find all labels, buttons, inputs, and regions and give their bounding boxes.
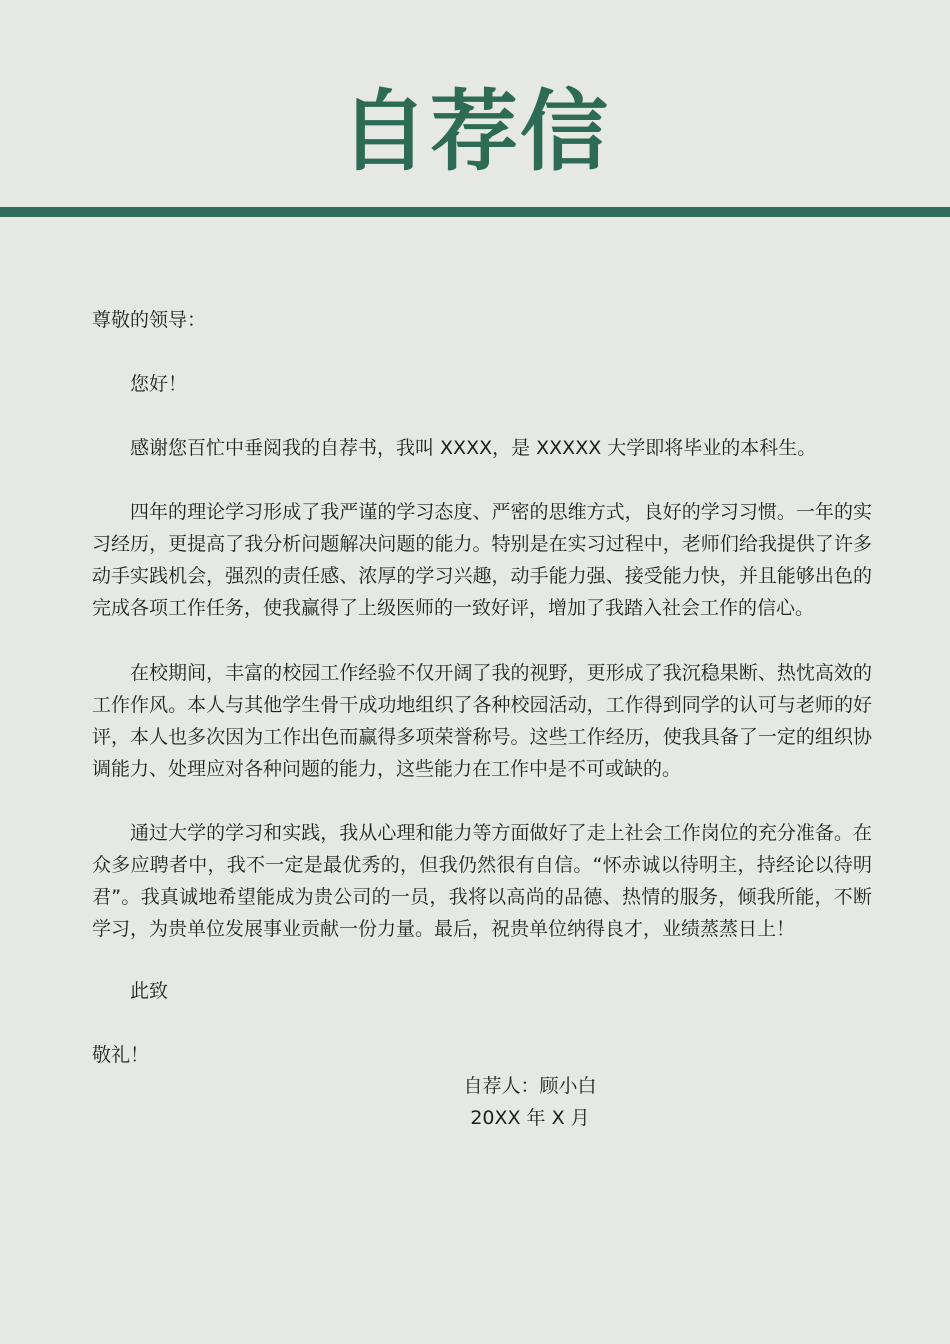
signature-date: 20XX 年 X 月 <box>470 1107 590 1129</box>
paragraph-conclusion: 通过大学的学习和实践，我从心理和能力等方面做好了走上社会工作岗位的充分准备。在众多应聘者中，我不一定是最优秀的，但我仍然很有自信。“怀赤诚以待明主，持经论以待明君”。我真诚地希望能成为贵公司的一员，我将以高尚的品德、热情的服务，倾我所能，不断学习，为贵单位发展事业贡献一份力量。最后，祝贵单位纳得良才，业绩蒸蒸日上！ <box>92 822 872 940</box>
header-band <box>0 0 950 210</box>
paragraph-study: 四年的理论学习形成了我严谨的学习态度、严密的思维方式，良好的学习习惯。一年的实习经历，更提高了我分析问题解决问题的能力。特别是在实习过程中，老师们给我提供了许多动手实践机会，强烈的责任感、浓厚的学习兴趣，动手能力强、接受能力快，并且能够出色的完成各项工作任务，使我赢得了上级医师的一致好评，增加了我踏入社会工作的信心。 <box>92 501 872 619</box>
signer-name: 自荐人：顾小白 <box>463 1075 597 1097</box>
closing-line-1: 此致 <box>130 980 169 1002</box>
salutation: 尊敬的领导： <box>92 309 207 331</box>
page-title: 自荐信 <box>339 80 610 183</box>
greeting: 您好！ <box>130 373 188 395</box>
paragraph-intro: 感谢您百忙中垂阅我的自荐书，我叫 XXXX，是 XXXXX 大学即将毕业的本科生。 <box>130 437 817 459</box>
header-divider <box>0 207 950 217</box>
closing-line-2: 敬礼！ <box>92 1044 150 1066</box>
paragraph-campus: 在校期间，丰富的校园工作经验不仅开阔了我的视野，更形成了我沉稳果断、热忱高效的工作作风。本人与其他学生骨干成功地组织了各种校园活动，工作得到同学的认可与老师的好评，本人也多次因为工作出色而赢得多项荣誉称号。这些工作经历，使我具备了一定的组织协调能力、处理应对各种问题的能力，这些能力在工作中是不可或缺的。 <box>92 662 872 780</box>
